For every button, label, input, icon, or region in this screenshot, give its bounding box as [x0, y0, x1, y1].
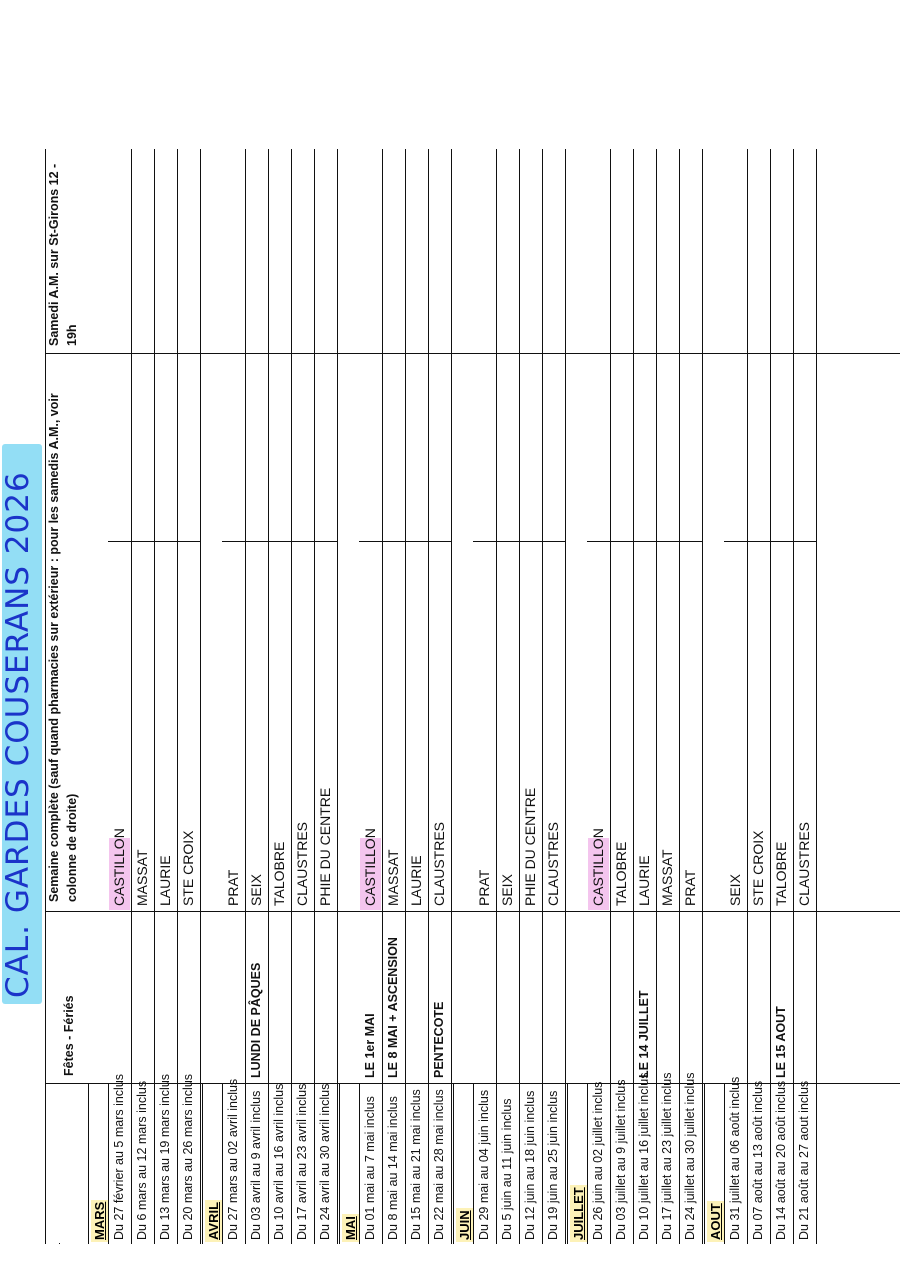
row-pharmacy: SEIX — [248, 874, 264, 906]
row-dates: Du 6 mars au 12 mars inclus — [135, 1080, 149, 1240]
table-rule — [473, 1084, 474, 1244]
row-pharmacy: TALOBRE — [271, 841, 287, 906]
header-fetes: Fêtes - Fériés — [62, 995, 76, 1076]
row-pharmacy: PRAT — [476, 869, 492, 906]
row-fete: LE 8 MAI + ASCENSION — [386, 937, 400, 1078]
row-pharmacy: CLAUSTRES — [431, 821, 447, 906]
grid-divider — [108, 541, 200, 542]
header-samedi: Samedi A.M. sur St-Girons 12 - 19h — [47, 163, 79, 346]
table-rule — [542, 149, 543, 1244]
table-rule — [770, 149, 771, 1244]
row-pharmacy: PRAT — [682, 869, 698, 906]
row-dates: Du 5 juin au 11 juin inclus — [500, 1098, 514, 1240]
table-rule — [587, 1084, 588, 1244]
row-dates: Du 10 avril au 16 avril inclus — [272, 1083, 286, 1240]
table-rule — [724, 1084, 725, 1244]
grid-divider — [359, 541, 451, 542]
row-dates: Du 14 août au 20 août inclus — [774, 1080, 788, 1240]
row-dates: Du 20 mars au 26 mars inclus — [181, 1073, 195, 1240]
row-pharmacy: TALOBRE — [773, 841, 789, 906]
row-dates: Du 13 mars au 19 mars inclus — [158, 1073, 172, 1240]
row-fete: LE 14 JUILLET — [637, 990, 651, 1078]
row-fete: LE 15 AOUT — [774, 1006, 788, 1078]
row-dates: Du 07 août au 13 août inclus — [751, 1080, 765, 1240]
table-rule — [177, 149, 178, 1244]
table-rule — [382, 149, 383, 1244]
row-dates: Du 17 avril au 23 avril inclus — [295, 1083, 309, 1240]
row-pharmacy: LAURIE — [157, 855, 173, 906]
table-rule — [816, 149, 817, 1244]
row-fete: LE 1er MAI — [363, 1013, 377, 1078]
table-rule — [656, 149, 657, 1244]
column-divider — [45, 911, 900, 912]
table-rule — [405, 149, 406, 1244]
row-dates: Du 01 mai au 7 mai inclus — [363, 1096, 377, 1240]
month-rule — [88, 1084, 89, 1244]
grid-divider — [724, 541, 816, 542]
month-label: AVRIL — [206, 1201, 221, 1240]
row-dates: Du 29 mai au 04 juin inclus — [477, 1089, 491, 1240]
table-rule — [337, 149, 338, 1244]
row-dates: Du 24 avril au 30 avril inclus — [318, 1083, 332, 1240]
row-pharmacy: TALOBRE — [613, 841, 629, 906]
table-rule — [747, 149, 748, 1244]
row-dates: Du 21 août au 27 aout inclus — [797, 1080, 811, 1240]
row-pharmacy: SEIX — [499, 874, 515, 906]
table-rule — [314, 149, 315, 1244]
row-dates: Du 10 juillet au 16 juillet inclus — [637, 1072, 651, 1240]
table-rule — [633, 149, 634, 1244]
table-rule — [565, 149, 566, 1244]
row-dates: Du 15 mai au 21 mai inclus — [409, 1089, 423, 1240]
row-dates: Du 03 juillet au 9 juillet inclus — [614, 1079, 628, 1240]
row-pharmacy: CLAUSTRES — [796, 821, 812, 906]
month-label: AOUT — [708, 1203, 723, 1240]
month-rule — [453, 1084, 454, 1244]
row-pharmacy: CLAUSTRES — [294, 821, 310, 906]
row-dates: Du 19 juin au 25 juin inclus — [546, 1090, 560, 1240]
row-dates: Du 27 février au 5 mars inclus — [112, 1073, 126, 1240]
row-dates: Du 22 mai au 28 mai inclus — [432, 1089, 446, 1240]
table-rule — [59, 1243, 60, 1244]
row-dates: Du 26 juin au 02 juillet inclus — [591, 1081, 605, 1240]
grid-divider — [587, 541, 702, 542]
row-pharmacy: MASSAT — [659, 849, 675, 906]
header-semaine: Semaine complète (sauf quand pharmacies sur extérieur : pour les samedis A.M., voir colonne de droite) — [47, 393, 79, 902]
table-rule — [245, 149, 246, 1244]
table-rule — [451, 149, 452, 1244]
column-divider — [45, 353, 900, 354]
page-title: CAL. GARDES COUSERANS 2026 — [0, 471, 36, 998]
month-label: MARS — [92, 1201, 107, 1240]
row-dates: Du 31 juillet au 06 août inclus — [728, 1076, 742, 1240]
table-rule — [268, 149, 269, 1244]
row-pharmacy: SEIX — [727, 874, 743, 906]
month-rule — [339, 1084, 340, 1244]
row-pharmacy: PRAT — [225, 869, 241, 906]
month-rule — [202, 1084, 203, 1244]
table-rule — [496, 149, 497, 1244]
table-rule — [519, 149, 520, 1244]
month-rule — [567, 1084, 568, 1244]
row-dates: Du 24 juillet au 30 juillet inclus — [683, 1072, 697, 1240]
row-pharmacy: PHIE DU CENTRE — [522, 787, 538, 906]
table-rule — [359, 1084, 360, 1244]
month-rule — [704, 1084, 705, 1244]
row-pharmacy: STE CROIX — [180, 830, 196, 906]
table-rule — [108, 1084, 109, 1244]
table-rule — [428, 149, 429, 1244]
table-rule — [702, 149, 703, 1244]
grid-divider — [473, 541, 565, 542]
table-rule — [131, 149, 132, 1244]
table-rule — [291, 149, 292, 1244]
table-rule — [793, 149, 794, 1244]
row-pharmacy: CLAUSTRES — [545, 821, 561, 906]
row-dates: Du 17 juillet au 23 juillet inclus — [660, 1072, 674, 1240]
table-rule — [200, 149, 201, 1244]
row-dates: Du 27 mars au 02 avril inclus — [226, 1078, 240, 1240]
row-dates: Du 8 mai au 14 mai inclus — [386, 1096, 400, 1240]
table-rule — [222, 1084, 223, 1244]
row-pharmacy: LAURIE — [408, 855, 424, 906]
row-pharmacy: MASSAT — [385, 849, 401, 906]
row-pharmacy: MASSAT — [134, 849, 150, 906]
row-dates: Du 12 juin au 18 juin inclus — [523, 1090, 537, 1240]
row-pharmacy: CASTILLON — [111, 828, 127, 906]
table-rule — [610, 149, 611, 1244]
row-pharmacy: CASTILLON — [590, 828, 606, 906]
row-pharmacy: STE CROIX — [750, 830, 766, 906]
grid-divider — [222, 541, 337, 542]
month-label: MAI — [343, 1216, 358, 1240]
table-rule — [154, 149, 155, 1244]
table-rule — [679, 149, 680, 1244]
row-pharmacy: LAURIE — [636, 855, 652, 906]
month-label: JUILLET — [571, 1187, 586, 1240]
row-pharmacy: PHIE DU CENTRE — [317, 787, 333, 906]
row-dates: Du 03 avril au 9 avril inclus — [249, 1090, 263, 1240]
month-label: JUIN — [457, 1210, 472, 1240]
row-fete: LUNDI DE PÂQUES — [249, 962, 263, 1078]
row-pharmacy: CASTILLON — [362, 828, 378, 906]
row-fete: PENTECOTE — [432, 1001, 446, 1078]
